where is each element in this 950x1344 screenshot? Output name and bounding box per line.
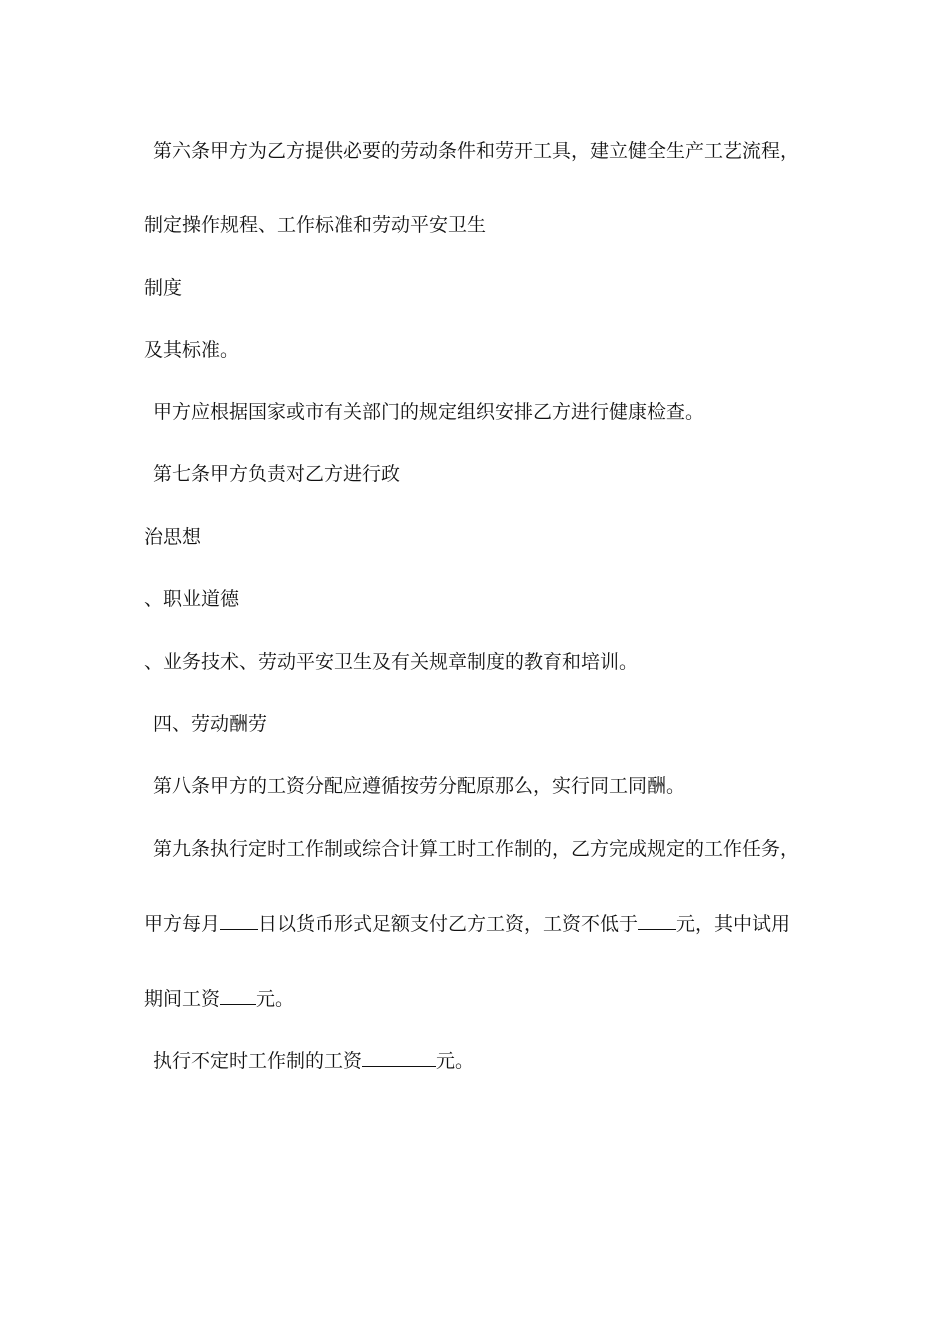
health-check-line: 甲方应根据国家或市有关部门的规定组织安排乙方进行健康检查。 bbox=[153, 401, 705, 423]
pay-terms-text-1: 甲方每月 bbox=[144, 913, 221, 935]
clause-6-line-3: 制度 bbox=[144, 277, 183, 299]
clause-6-line-1: 第六条甲方为乙方提供必要的劳动条件和劳开工具，建立健全生产工艺流程， bbox=[153, 140, 800, 162]
nonfixed-wage-line bbox=[153, 1048, 474, 1073]
clause-6-line-4: 及其标准。 bbox=[144, 339, 240, 361]
nonfixed-text-1: 执行不定时工作制的工资 bbox=[153, 1050, 363, 1072]
pay-day-blank[interactable] bbox=[220, 911, 258, 930]
probation-wage-line bbox=[144, 986, 294, 1011]
pay-terms-text-2: 日以货币形式足额支付乙方工资，工资不低于 bbox=[258, 913, 639, 935]
clause-6-line-2: 制定操作规程、工作标准和劳动平安卫生 bbox=[144, 214, 487, 236]
clause-7-line-1: 第七条甲方负责对乙方进行政 bbox=[153, 463, 401, 485]
probation-wage-blank[interactable] bbox=[220, 986, 256, 1005]
pay-terms-line bbox=[144, 911, 790, 936]
pay-terms-text-3: 元，其中试用 bbox=[676, 913, 791, 935]
probation-text-1: 期间工资 bbox=[144, 988, 221, 1010]
clause-7-line-3: 、职业道德 bbox=[144, 588, 240, 610]
section-heading-remuneration: 四、劳动酬劳 bbox=[153, 713, 268, 735]
clause-7-line-4: 、业务技术、劳动平安卫生及有关规章制度的教育和培训。 bbox=[144, 651, 639, 673]
clause-7-line-2: 治思想 bbox=[144, 526, 202, 548]
clause-8-line: 第八条甲方的工资分配应遵循按劳分配原那么，实行同工同酬。 bbox=[153, 775, 686, 797]
nonfixed-text-2: 元。 bbox=[436, 1050, 475, 1072]
probation-text-2: 元。 bbox=[256, 988, 295, 1010]
clause-9-line-1: 第九条执行定时工作制或综合计算工时工作制的，乙方完成规定的工作任务， bbox=[153, 838, 800, 860]
minimum-wage-blank[interactable] bbox=[638, 911, 676, 930]
nonfixed-wage-blank[interactable] bbox=[362, 1048, 436, 1067]
